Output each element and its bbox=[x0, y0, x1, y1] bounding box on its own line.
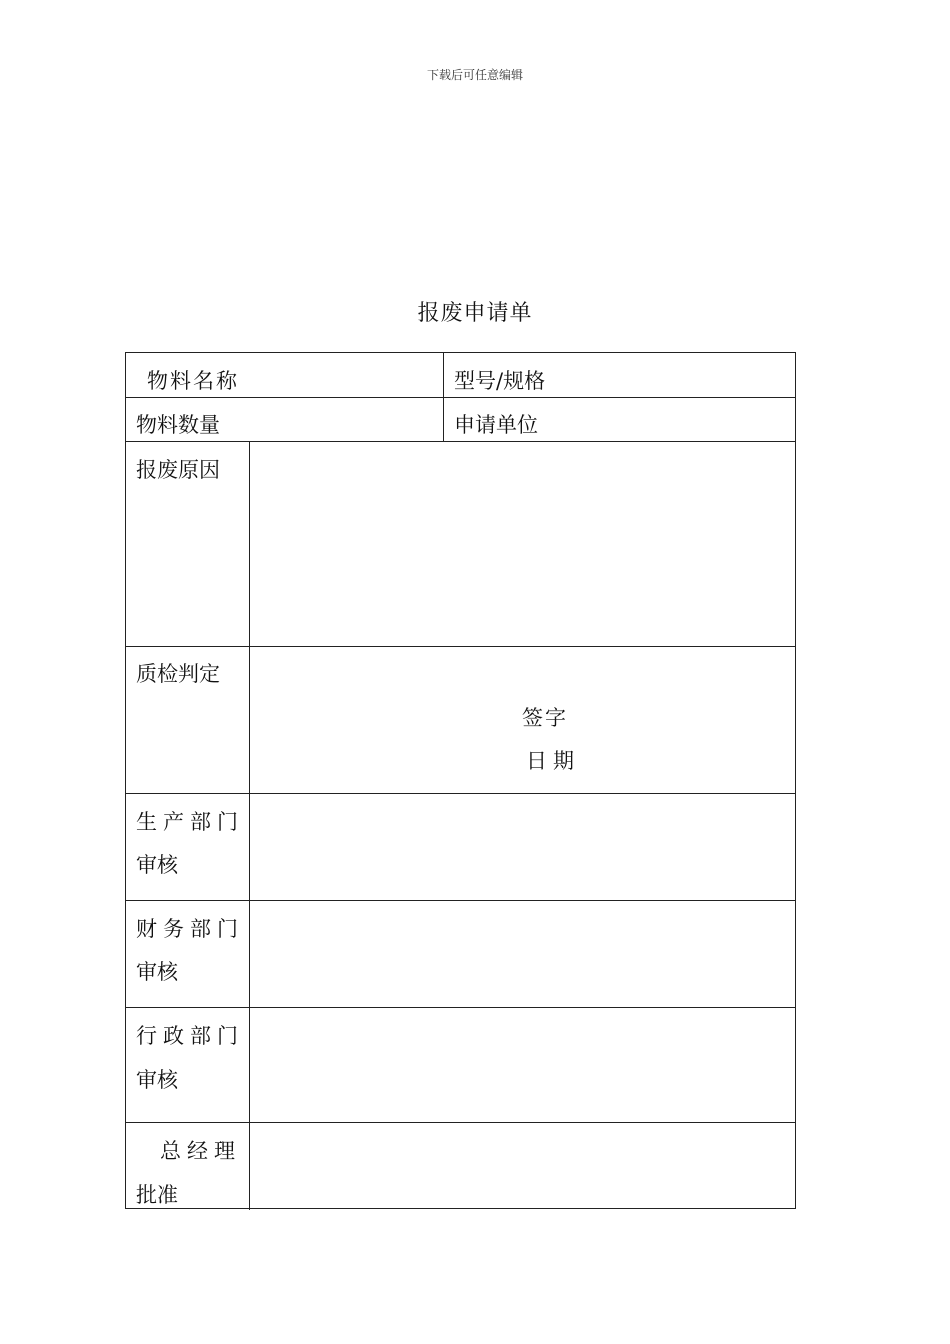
production-review-label-line1: 生产部门 bbox=[136, 810, 244, 834]
scrap-reason-label: 报废原因 bbox=[136, 458, 220, 482]
form-title: 报废申请单 bbox=[417, 301, 533, 326]
scrap-application-form bbox=[125, 352, 796, 1209]
qc-judgment-label: 质检判定 bbox=[136, 662, 220, 686]
admin-review-label-line2: 审核 bbox=[136, 1068, 178, 1092]
row-divider bbox=[126, 900, 795, 901]
material-name-label: 物料名称 bbox=[147, 369, 239, 393]
row-divider bbox=[126, 441, 795, 442]
production-review-label-line2: 审核 bbox=[136, 853, 178, 877]
date-label: 日期 bbox=[526, 749, 580, 773]
row-divider bbox=[126, 793, 795, 794]
material-quantity-label: 物料数量 bbox=[136, 413, 220, 437]
row-divider bbox=[126, 646, 795, 647]
gm-approval-label-line1: 总经理 bbox=[160, 1139, 241, 1163]
finance-review-label-line1: 财务部门 bbox=[136, 917, 244, 941]
row-divider bbox=[126, 397, 795, 398]
header-note: 下载后可任意编辑 bbox=[426, 68, 523, 82]
column-divider bbox=[249, 441, 250, 1210]
model-spec-label: 型号/规格 bbox=[454, 369, 546, 393]
column-divider bbox=[443, 353, 444, 441]
gm-approval-label-line2: 批准 bbox=[136, 1183, 178, 1207]
row-divider bbox=[126, 1007, 795, 1008]
finance-review-label-line2: 审核 bbox=[136, 960, 178, 984]
signature-label: 签字 bbox=[522, 706, 568, 730]
row-divider bbox=[126, 1122, 795, 1123]
admin-review-label-line1: 行政部门 bbox=[136, 1024, 244, 1048]
applicant-unit-label: 申请单位 bbox=[454, 413, 538, 437]
